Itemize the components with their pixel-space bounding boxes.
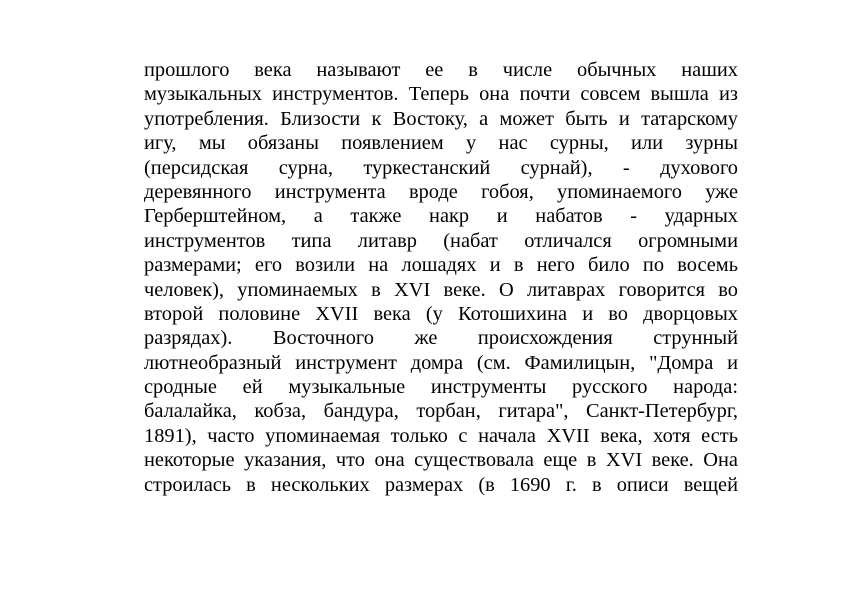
text-line-2: музыкальных инструментов. Теперь она почти совсем вышла из: [144, 83, 738, 106]
text-line-9: размерами; его возили на лошадях и в него било по восемь: [144, 254, 738, 277]
text-line-8: инструментов типа литавр (набат отличался огромными: [144, 229, 738, 252]
text-line-10: человек), упоминаемых в XVI веке. О литаврах говорится во: [144, 278, 738, 301]
text-line-3: употребления. Близости к Востоку, а может быть и татарскому: [144, 107, 738, 130]
text-line-12: разрядах). Восточного же происхождения струнный: [144, 327, 738, 350]
text-line-17: некоторые указания, что она существовала еще в XVI веке. Она: [144, 449, 738, 472]
text-line-16: 1891), часто упоминаемая только с начала XVII века, хотя есть: [144, 424, 738, 447]
text-line-13: лютнеобразный инструмент домра (см. Фамилицын, "Домра и: [144, 351, 738, 374]
text-line-7: Герберштейном, а также накр и набатов - ударных: [144, 205, 738, 228]
text-line-15: балалайка, кобза, бандура, торбан, гитара", Санкт-Петербург,: [144, 400, 738, 423]
text-line-11: второй половине XVII века (у Котошихина и во дворцовых: [144, 302, 738, 325]
text-line-4: игу, мы обязаны появлением у нас сурны, или зурны: [144, 132, 738, 155]
text-line-1: прошлого века называют ее в числе обычных наших: [144, 59, 738, 81]
text-line-5: (персидская сурна, туркестанский сурнай), - духового: [144, 156, 738, 179]
body-text: [144, 58, 738, 497]
text-line-18: строилась в нескольких размерах (в 1690 г. в описи вещей: [144, 473, 738, 496]
text-line-6: деревянного инструмента вроде гобоя, упоминаемого уже: [144, 180, 738, 203]
text-line-14: сродные ей музыкальные инструменты русского народа:: [144, 376, 738, 399]
